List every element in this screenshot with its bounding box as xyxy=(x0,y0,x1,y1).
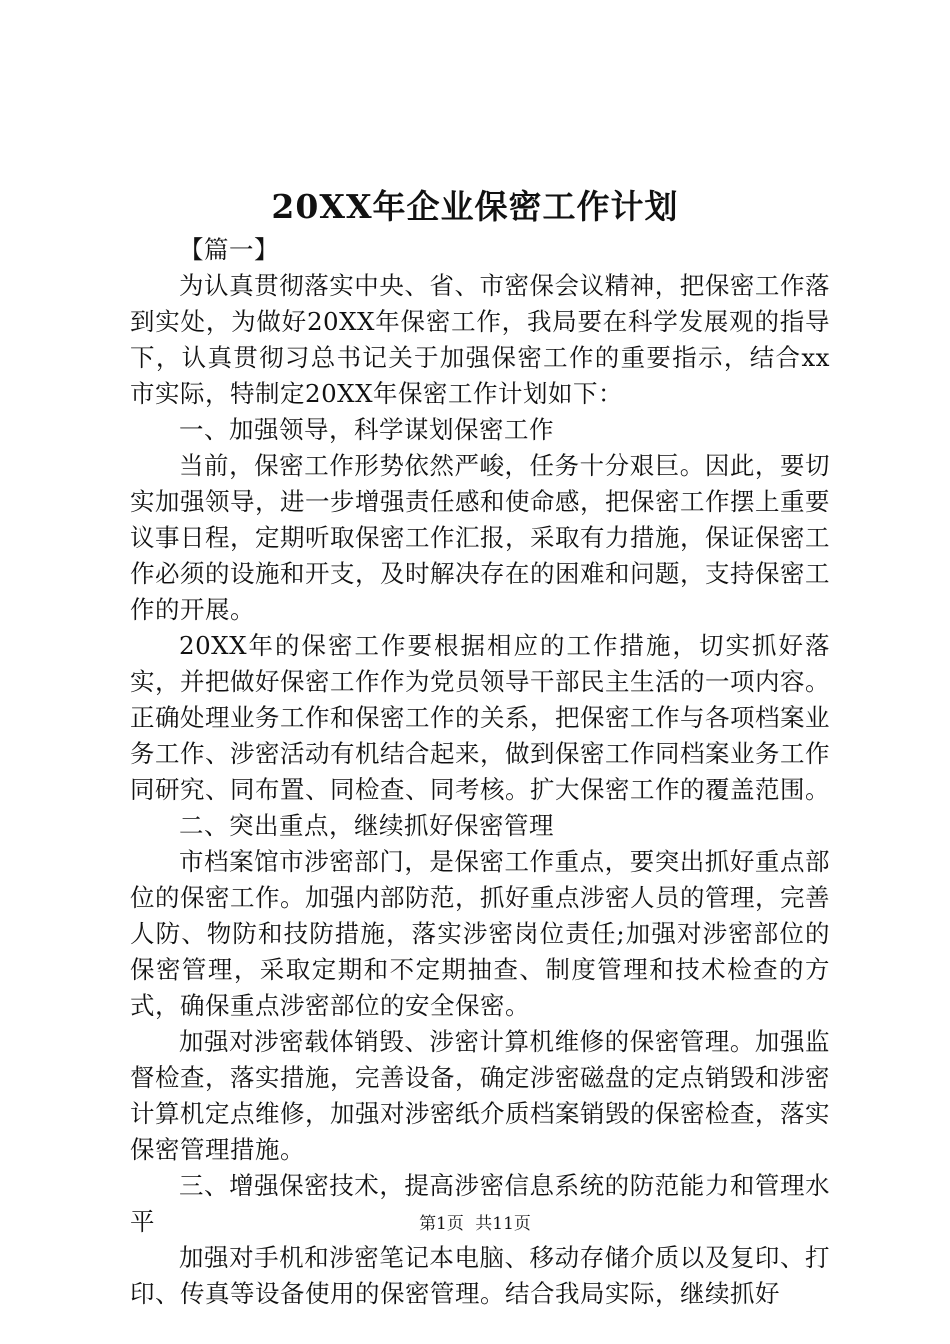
paragraph: 市档案馆市涉密部门，是保密工作重点，要突出抓好重点部位的保密工作。加强内部防范，抓好重点涉密人员的管理，完善人防、物防和技防措施，落实涉密岗位责任;加强对涉密部位的保密管理，采取定期和不定期抽查、制度管理和技术检查的方式，确保重点涉密部位的安全保密。 xyxy=(130,847,830,1020)
paragraph: 加强对手机和涉密笔记本电脑、移动存储介质以及复印、打印、传真等设备使用的保密管理。结合我局实际，继续抓好 xyxy=(130,1243,830,1308)
document-title: 20XX年企业保密工作计划 xyxy=(271,187,679,226)
page-footer xyxy=(0,1212,950,1236)
paragraph: 当前，保密工作形势依然严峻，任务十分艰巨。因此，要切实加强领导，进一步增强责任感和使命感，把保密工作摆上重要议事日程，定期听取保密工作汇报，采取有力措施，保证保密工作必须的设施和开支，及时解决存在的困难和问题，支持保密工作的开展。 xyxy=(130,451,830,624)
heading-section-1: 一、加强领导，科学谋划保密工作 xyxy=(179,415,554,444)
document-body xyxy=(130,232,830,1312)
heading-section-2: 二、突出重点，继续抓好保密管理 xyxy=(179,811,554,840)
page-number: 第1页 xyxy=(419,1214,464,1234)
paragraph: 加强对涉密载体销毁、涉密计算机维修的保密管理。加强监督检查，落实措施，完善设备，确定涉密磁盘的定点销毁和涉密计算机定点维修，加强对涉密纸介质档案销毁的保密检查，落实保密管理措施。 xyxy=(130,1027,830,1164)
heading-section-3: 三、增强保密技术，提高涉密信息系统的防范能力和管理水平 xyxy=(130,1171,830,1236)
paragraph-section-marker: 【篇一】 xyxy=(179,235,279,264)
paragraph: 20XX年的保密工作要根据相应的工作措施，切实抓好落实，并把做好保密工作作为党员领导干部民主生活的一项内容。正确处理业务工作和保密工作的关系，把保密工作与各项档案业务工作、涉密活动有机结合起来，做到保密工作同档案业务工作同研究、同布置、同检查、同考核。扩大保密工作的覆盖范围。 xyxy=(130,631,830,804)
page-total: 共11页 xyxy=(475,1214,531,1234)
paragraph-intro: 为认真贯彻落实中央、省、市密保会议精神，把保密工作落到实处，为做好20XX年保密工作，我局要在科学发展观的指导下，认真贯彻习总书记关于加强保密工作的重要指示，结合xx市实际，特制定20XX年保密工作计划如下： xyxy=(130,271,830,408)
